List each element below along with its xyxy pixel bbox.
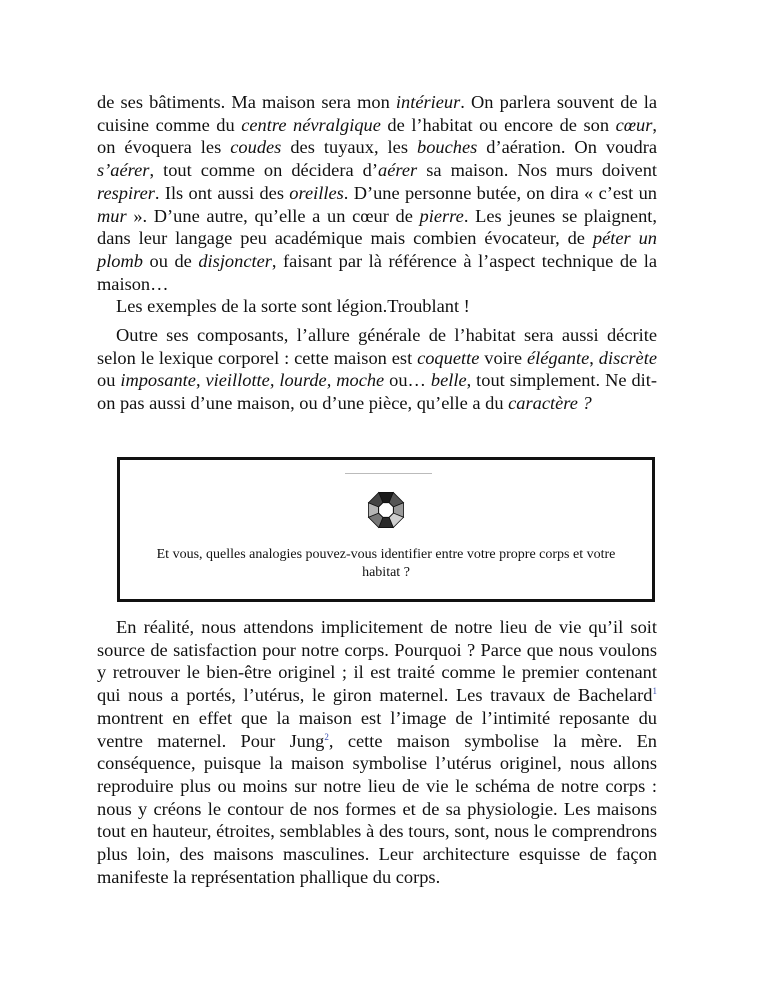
text-run: En réalité, nous attendons implicitement de notre lieu de vie qu’il soit source de satisfaction pour notre corps. Pourquoi ? Parce que nous voulons y retrouver le bien-être originel ; il est traité comme le premier contenant qui nous a portés, l’utérus, le giron maternel. Les travaux de Bachelard (97, 617, 657, 706)
text-run: d’aération. On voudra (477, 137, 657, 158)
text-block-top (97, 91, 657, 415)
italic-term: aérer (378, 160, 418, 181)
text-block-bottom (97, 616, 657, 888)
text-run: voire (479, 347, 527, 368)
octagon-wheel-icon (365, 489, 407, 531)
italic-term: cœur (615, 114, 653, 135)
text-run: . Les jeunes se plaignent, dans leur langage peu académique mais combien évocateur, de (97, 205, 657, 249)
italic-term: respirer (97, 182, 155, 203)
italic-term: disjoncter (198, 250, 272, 271)
text-run: , tout simplement. Ne dit-on pas aussi d’une maison, ou d’une pièce, qu’elle a du (97, 370, 657, 414)
italic-term: coudes (230, 137, 282, 158)
italic-term: belle (430, 370, 467, 391)
footnote-ref[interactable]: 1 (652, 685, 657, 696)
text-run: sa maison. Nos murs doivent (417, 160, 658, 181)
paragraph-house-as-womb (97, 616, 657, 888)
italic-term: mur (97, 205, 127, 226)
italic-term: vieillotte, lourde, moche (205, 370, 385, 391)
italic-term: intérieur (395, 92, 461, 112)
reflection-callout-box (117, 457, 655, 602)
italic-term: péter un plomb (97, 228, 657, 271)
text-run: Les exemples de la sorte sont légion.Troublant ! (116, 296, 470, 317)
callout-question: Et vous, quelles analogies pouvez-vous identifier entre votre propre corps et votre habitat ? (156, 547, 616, 580)
text-run: de l’habitat ou encore de son (380, 114, 616, 135)
text-run: , cette maison symbolise la mère. En conséquence, puisque la maison symbolise l’utérus originel, nous allons reproduire plus ou moins sur notre lieu de vie le schéma de notre corps : nous y créons le contour de nos formes et de sa physiologie. Les maisons tout en hauteur, étroites, semblables à des tours, sont, nous le comprendrons plus loin, des maisons masculines. Leur architecture esquisse de façon manifeste la représentation phallique du corps. (97, 730, 657, 887)
text-run: ». D’une autre, qu’elle a un cœur de (126, 205, 420, 226)
text-run: Outre ses composants, l’allure générale de l’habitat sera aussi décrite selon le lexique corporel : cette maison est (97, 325, 657, 368)
text-run: , faisant par là référence à l’aspect technique de la maison… (97, 250, 657, 294)
text-run: de ses bâtiments. Ma maison sera mon (97, 92, 396, 112)
italic-term: caractère ? (508, 393, 592, 414)
paragraph-examples (97, 295, 657, 318)
italic-term: pierre (419, 205, 464, 226)
text-run: montrent en effet que la maison est l’image de l’intimité reposante du ventre maternel. Pour Jung (97, 707, 657, 751)
italic-term: élégante (526, 347, 590, 368)
text-run: des tuyaux, les (281, 137, 417, 158)
callout-divider (345, 473, 432, 474)
text-run: , on évoquera les (97, 114, 657, 158)
text-run: , tout comme on décidera d’ (149, 160, 378, 181)
text-run: ou (97, 370, 121, 391)
paragraph-household-metaphors (97, 91, 657, 295)
italic-term: bouches (417, 137, 478, 158)
text-run: ou… (384, 370, 431, 391)
text-run: , (589, 347, 599, 368)
text-run: ou de (142, 250, 199, 271)
italic-term: oreilles (289, 182, 344, 203)
italic-term: coquette (417, 347, 480, 368)
italic-term: imposante (120, 370, 196, 391)
text-run: , (195, 370, 206, 391)
italic-term: s’aérer (97, 160, 150, 181)
text-run: . Ils ont aussi des (154, 182, 290, 203)
footnote-ref[interactable]: 2 (324, 731, 329, 742)
text-run: . On parlera souvent de la cuisine comme du (97, 92, 657, 135)
wheel-hub (379, 503, 394, 518)
italic-term: centre névralgique (241, 114, 381, 135)
italic-term: discrète (598, 347, 657, 368)
text-run: . D’une personne butée, on dira « c’est un (343, 182, 657, 203)
paragraph-general-appearance (97, 324, 657, 415)
